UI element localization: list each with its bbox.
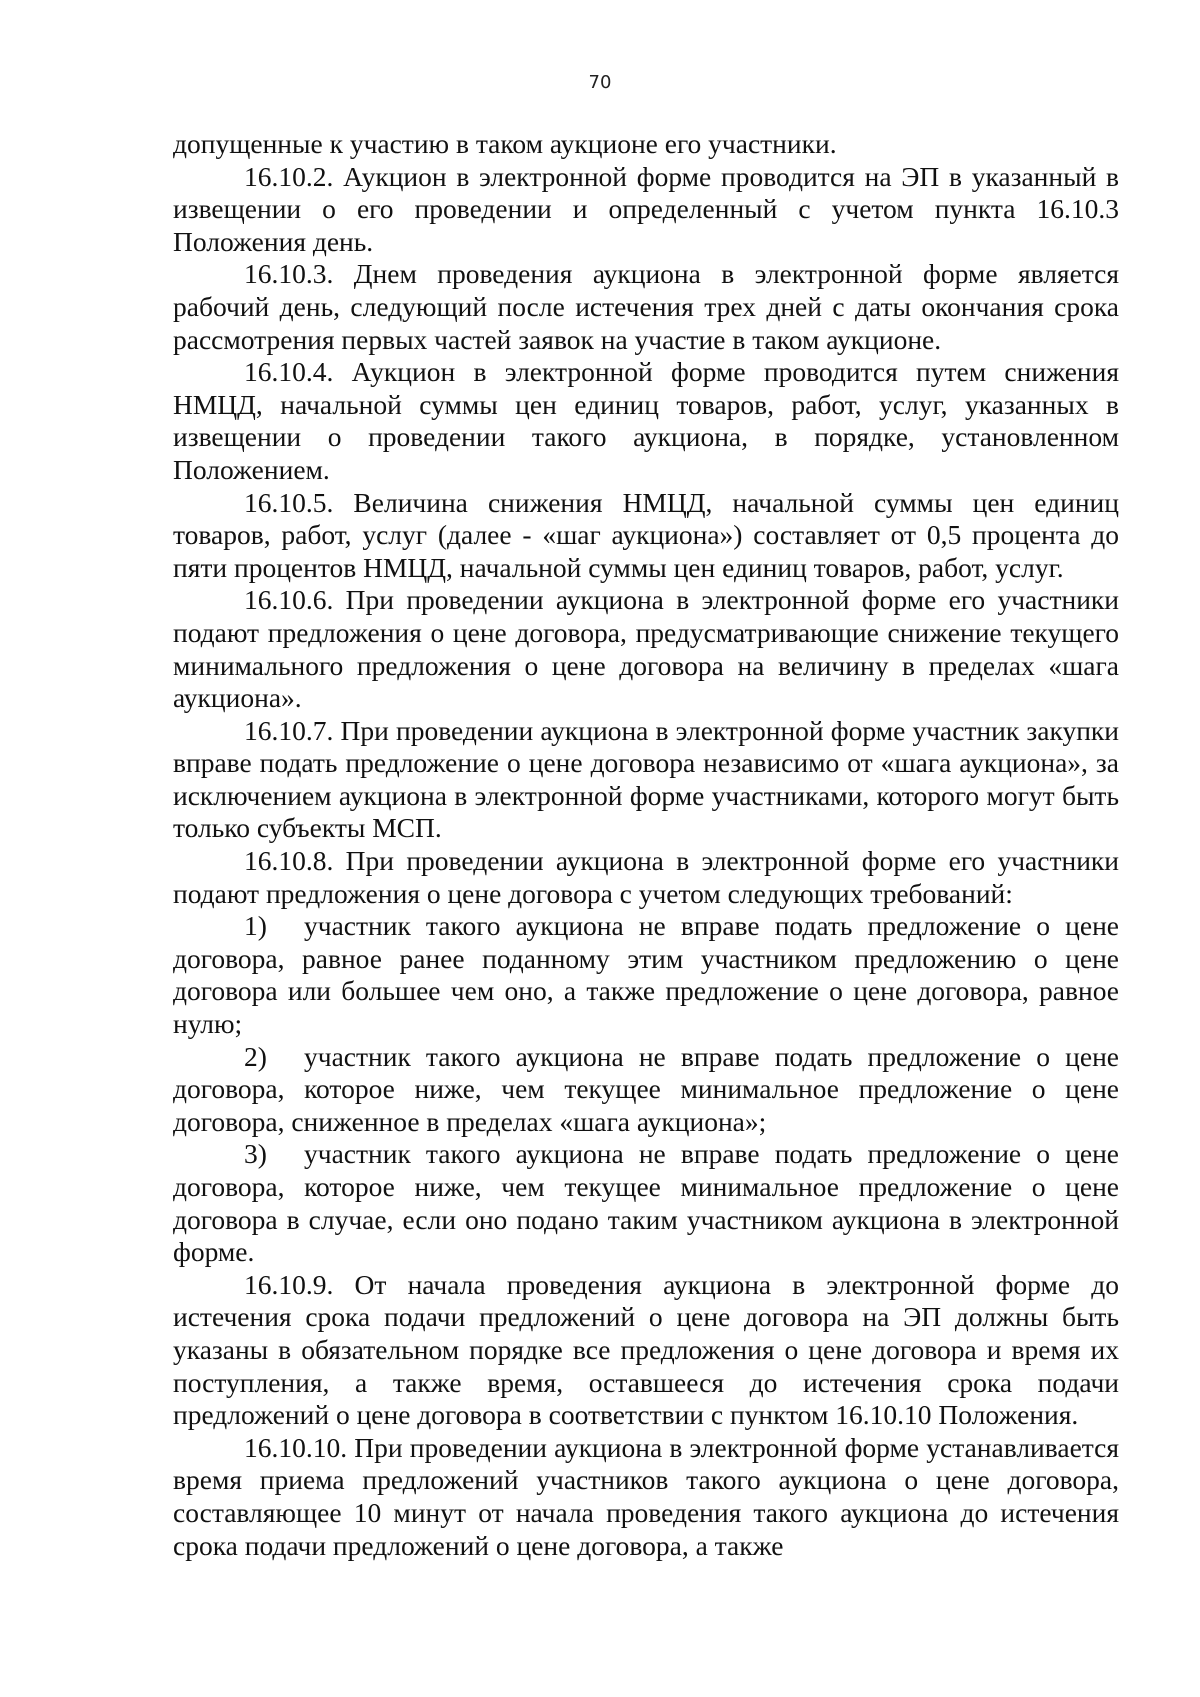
- list-item-text: участник такого аукциона не вправе подать предложение о цене договора, равное ранее поданному этим участником предложению о цене договора или большее чем оно, а также предложение о цене договора, равное нулю;: [173, 910, 1119, 1040]
- list-item-text: участник такого аукциона не вправе подать предложение о цене договора, которое ниже, чем текущее минимальное предложение о цене договора, сниженное в пределах «шага аукциона»;: [173, 1040, 1119, 1137]
- paragraph-16-10-7: 16.10.7. При проведении аукциона в электронной форме участник закупки вправе подать предложение о цене договора независимо от «шага аукциона», за исключением аукциона в электронной форме участниками, которого могут быть только субъекты МСП.: [173, 714, 1119, 844]
- list-item-3: [173, 1138, 1119, 1268]
- paragraph-16-10-3: 16.10.3. Днем проведения аукциона в электронной форме является рабочий день, следующий после истечения трех дней с даты окончания срока рассмотрения первых частей заявок на участие в таком аукционе.: [173, 258, 1119, 355]
- paragraph-16-10-2: 16.10.2. Аукцион в электронной форме проводится на ЭП в указанный в извещении о его проведении и определенный с учетом пункта 16.10.3 Положения день.: [173, 160, 1119, 257]
- paragraph-16-10-4: 16.10.4. Аукцион в электронной форме проводится путем снижения НМЦД, начальной суммы цен единиц товаров, работ, услуг, указанных в извещении о проведении такого аукциона, в порядке, установленном Положением.: [173, 356, 1119, 485]
- paragraph-16-10-9: 16.10.9. От начала проведения аукциона в электронной форме до истечения срока подачи предложений о цене договора на ЭП должны быть указаны в обязательном порядке все предложения о цене договора и время их поступления, а также время, оставшееся до истечения срока подачи предложений о цене договора в соответствии с пунктом 16.10.10 Положения.: [173, 1268, 1119, 1431]
- paragraph-16-10-6: 16.10.6. При проведении аукциона в электронной форме его участники подают предложения о цене договора, предусматривающие снижение текущего минимального предложения о цене договора на величину в пределах «шага аукциона».: [173, 584, 1119, 714]
- list-item-number: 3): [244, 1138, 267, 1170]
- page-number: 70: [588, 72, 612, 93]
- paragraph-continuation: допущенные к участию в таком аукционе его участники.: [173, 128, 837, 159]
- list-item-number: 2): [244, 1040, 267, 1072]
- list-item-number: 1): [244, 910, 267, 942]
- document-body: [173, 128, 1119, 1562]
- paragraph-16-10-8: 16.10.8. При проведении аукциона в электронной форме его участники подают предложения о цене договора с учетом следующих требований:: [173, 845, 1119, 909]
- list-item-1: [173, 910, 1119, 1040]
- list-item-text: участник такого аукциона не вправе подать предложение о цене договора, которое ниже, чем текущее минимальное предложение о цене договора в случае, если оно подано таким участником аукциона в электронной форме.: [173, 1138, 1119, 1268]
- list-item-2: [173, 1041, 1119, 1139]
- paragraph-16-10-10: 16.10.10. При проведении аукциона в электронной форме устанавливается время приема предложений участников такого аукциона о цене договора, составляющее 10 минут от начала проведения такого аукциона до истечения срока подачи предложений о цене договора, а также: [173, 1431, 1119, 1561]
- paragraph-16-10-5: 16.10.5. Величина снижения НМЦД, начальной суммы цен единиц товаров, работ, услуг (далее - «шаг аукциона») составляет от 0,5 процента до пяти процентов НМЦД, начальной суммы цен единиц товаров, работ, услуг.: [173, 486, 1119, 583]
